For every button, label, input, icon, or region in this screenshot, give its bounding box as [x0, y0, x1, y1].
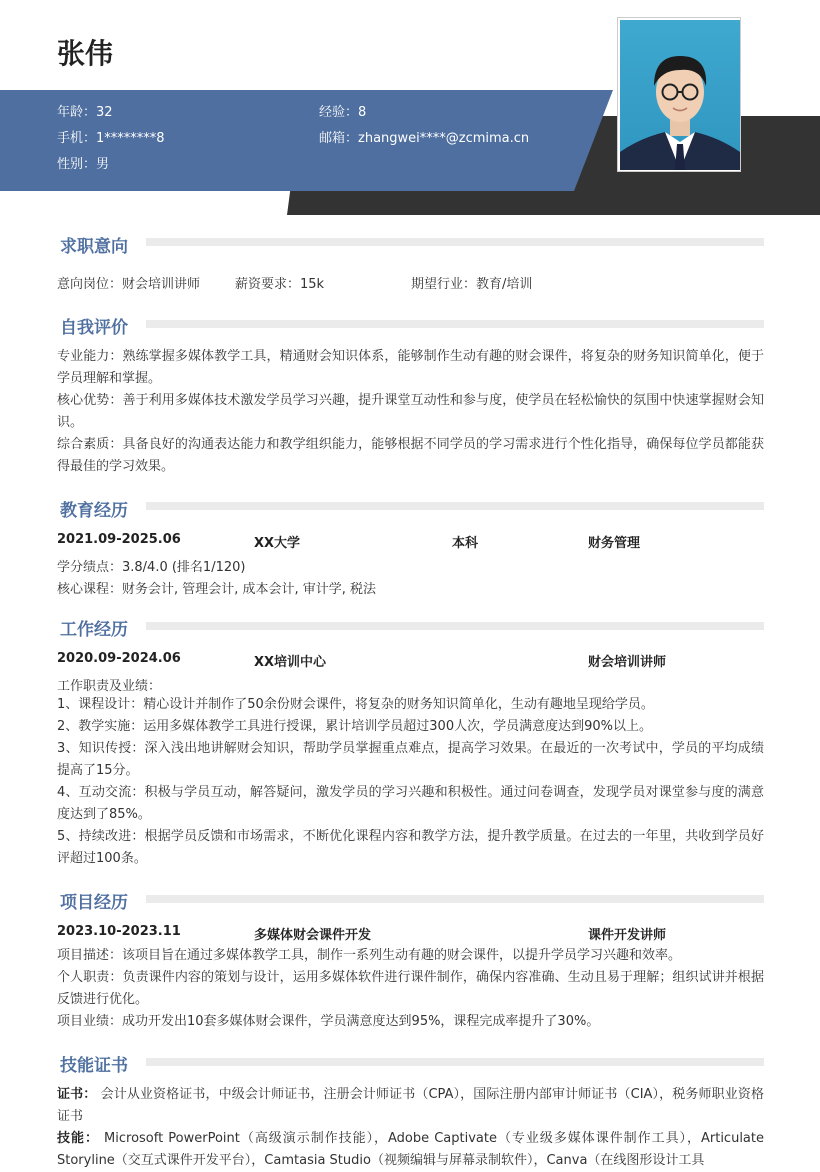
- self-eval-quality: 综合素质：具备良好的沟通表达能力和教学组织能力，能够根据不同学员的学习需求进行个性化指导，确保每位学员都能获得最佳的学习效果。: [57, 437, 764, 474]
- education-school: XX大学: [254, 536, 301, 551]
- section-rule: [146, 895, 764, 903]
- experience-field: 经验：8: [319, 105, 367, 120]
- skill-text: Microsoft PowerPoint（高级演示制作技能），Adobe Captivate（专业级多媒体课件制作工具），Articulate Storyline（交互式课件开发平台），Camtasia Studio（视频编辑与屏幕录制软件），Canva（在线图形设计工具: [57, 1131, 764, 1168]
- work-duty-item: 3、知识传授：深入浅出地讲解财会知识，帮助学员掌握重点难点，提高学习效果。在最近的一次考试中，学员的平均成绩提高了15分。: [57, 741, 764, 778]
- education-gpa: 学分绩点：3.8/4.0 (排名1/120): [57, 560, 246, 575]
- work-period: 2020.09-2024.06: [57, 651, 181, 666]
- section-rule: [146, 238, 764, 246]
- age-field: 年龄：32: [57, 105, 113, 120]
- self-eval-strength: 核心优势：善于利用多媒体技术激发学员学习兴趣，提升课堂互动性和参与度，使学员在轻松愉快的氛围中快速掌握财会知识。: [57, 393, 764, 430]
- education-degree: 本科: [452, 536, 479, 551]
- profile-photo: [620, 20, 740, 170]
- email-field: 邮箱：zhangwei****@zcmima.cn: [319, 131, 530, 146]
- section-rule: [146, 320, 764, 328]
- work-role: 财会培训讲师: [588, 655, 667, 670]
- skill-label: 技能：: [57, 1131, 99, 1146]
- self-eval-professional: 专业能力：熟练掌握多媒体教学工具，精通财会知识体系，能够制作生动有趣的财会课件，将复杂的财务知识简单化，便于学员理解和掌握。: [57, 349, 764, 386]
- intent-position: 意向岗位：财会培训讲师: [57, 277, 201, 292]
- education-courses: 核心课程：财务会计, 管理会计, 成本会计, 审计学, 税法: [57, 582, 377, 597]
- education-period: 2021.09-2025.06: [57, 532, 181, 547]
- section-title-skills: 技能证书: [60, 1056, 128, 1076]
- project-role: 课件开发讲师: [588, 928, 667, 943]
- project-result: 项目业绩：成功开发出10套多媒体财会课件，学员满意度达到95%，课程完成率提升了30%。: [57, 1014, 600, 1029]
- work-duty-item: 2、教学实施：运用多媒体教学工具进行授课，累计培训学员超过300人次，学员满意度达到90%以上。: [57, 719, 652, 734]
- section-title-education: 教育经历: [60, 501, 128, 521]
- project-description: 项目描述：该项目旨在通过多媒体教学工具，制作一系列生动有趣的财会课件，以提升学员学习兴趣和效率。: [57, 948, 682, 963]
- candidate-name: 张伟: [57, 37, 114, 70]
- cert-text: 会计从业资格证书，中级会计师证书，注册会计师证书（CPA），国际注册内部审计师证书（CIA），税务师职业资格证书: [57, 1087, 764, 1124]
- project-duty: 个人职责：负责课件内容的策划与设计，运用多媒体软件进行课件制作，确保内容准确、生动且易于理解；组织试讲并根据反馈进行优化。: [57, 970, 764, 1007]
- project-name: 多媒体财会课件开发: [254, 928, 372, 943]
- work-duties-label: 工作职责及业绩：: [57, 679, 162, 694]
- phone-field: 手机：1********8: [57, 131, 165, 146]
- section-title-self-eval: 自我评价: [60, 318, 128, 338]
- gender-field: 性别：男: [57, 157, 110, 172]
- intent-salary: 薪资要求：15k: [235, 277, 325, 292]
- work-duty-item: 5、持续改进：根据学员反馈和市场需求，不断优化课程内容和教学方法，提升教学质量。在过去的一年里，共收到学员好评超过100条。: [57, 829, 764, 866]
- skills-tools: [57, 1128, 764, 1172]
- cert-label: 证书：: [57, 1087, 97, 1102]
- education-major: 财务管理: [588, 536, 641, 551]
- section-title-intent: 求职意向: [60, 237, 128, 257]
- section-rule: [146, 622, 764, 630]
- intent-industry: 期望行业：教育/培训: [411, 277, 533, 292]
- section-title-work: 工作经历: [60, 620, 128, 640]
- section-rule: [146, 1058, 764, 1066]
- section-title-project: 项目经历: [60, 893, 128, 913]
- project-period: 2023.10-2023.11: [57, 924, 181, 939]
- section-rule: [146, 502, 764, 510]
- work-company: XX培训中心: [254, 655, 327, 670]
- work-duty-item: 4、互动交流：积极与学员互动，解答疑问，激发学员的学习兴趣和积极性。通过问卷调查，发现学员对课堂参与度的满意度达到了85%。: [57, 785, 764, 822]
- work-duty-item: 1、课程设计：精心设计并制作了50余份财会课件，将复杂的财务知识简单化，生动有趣地呈现给学员。: [57, 697, 654, 712]
- skills-certificates: [57, 1084, 764, 1128]
